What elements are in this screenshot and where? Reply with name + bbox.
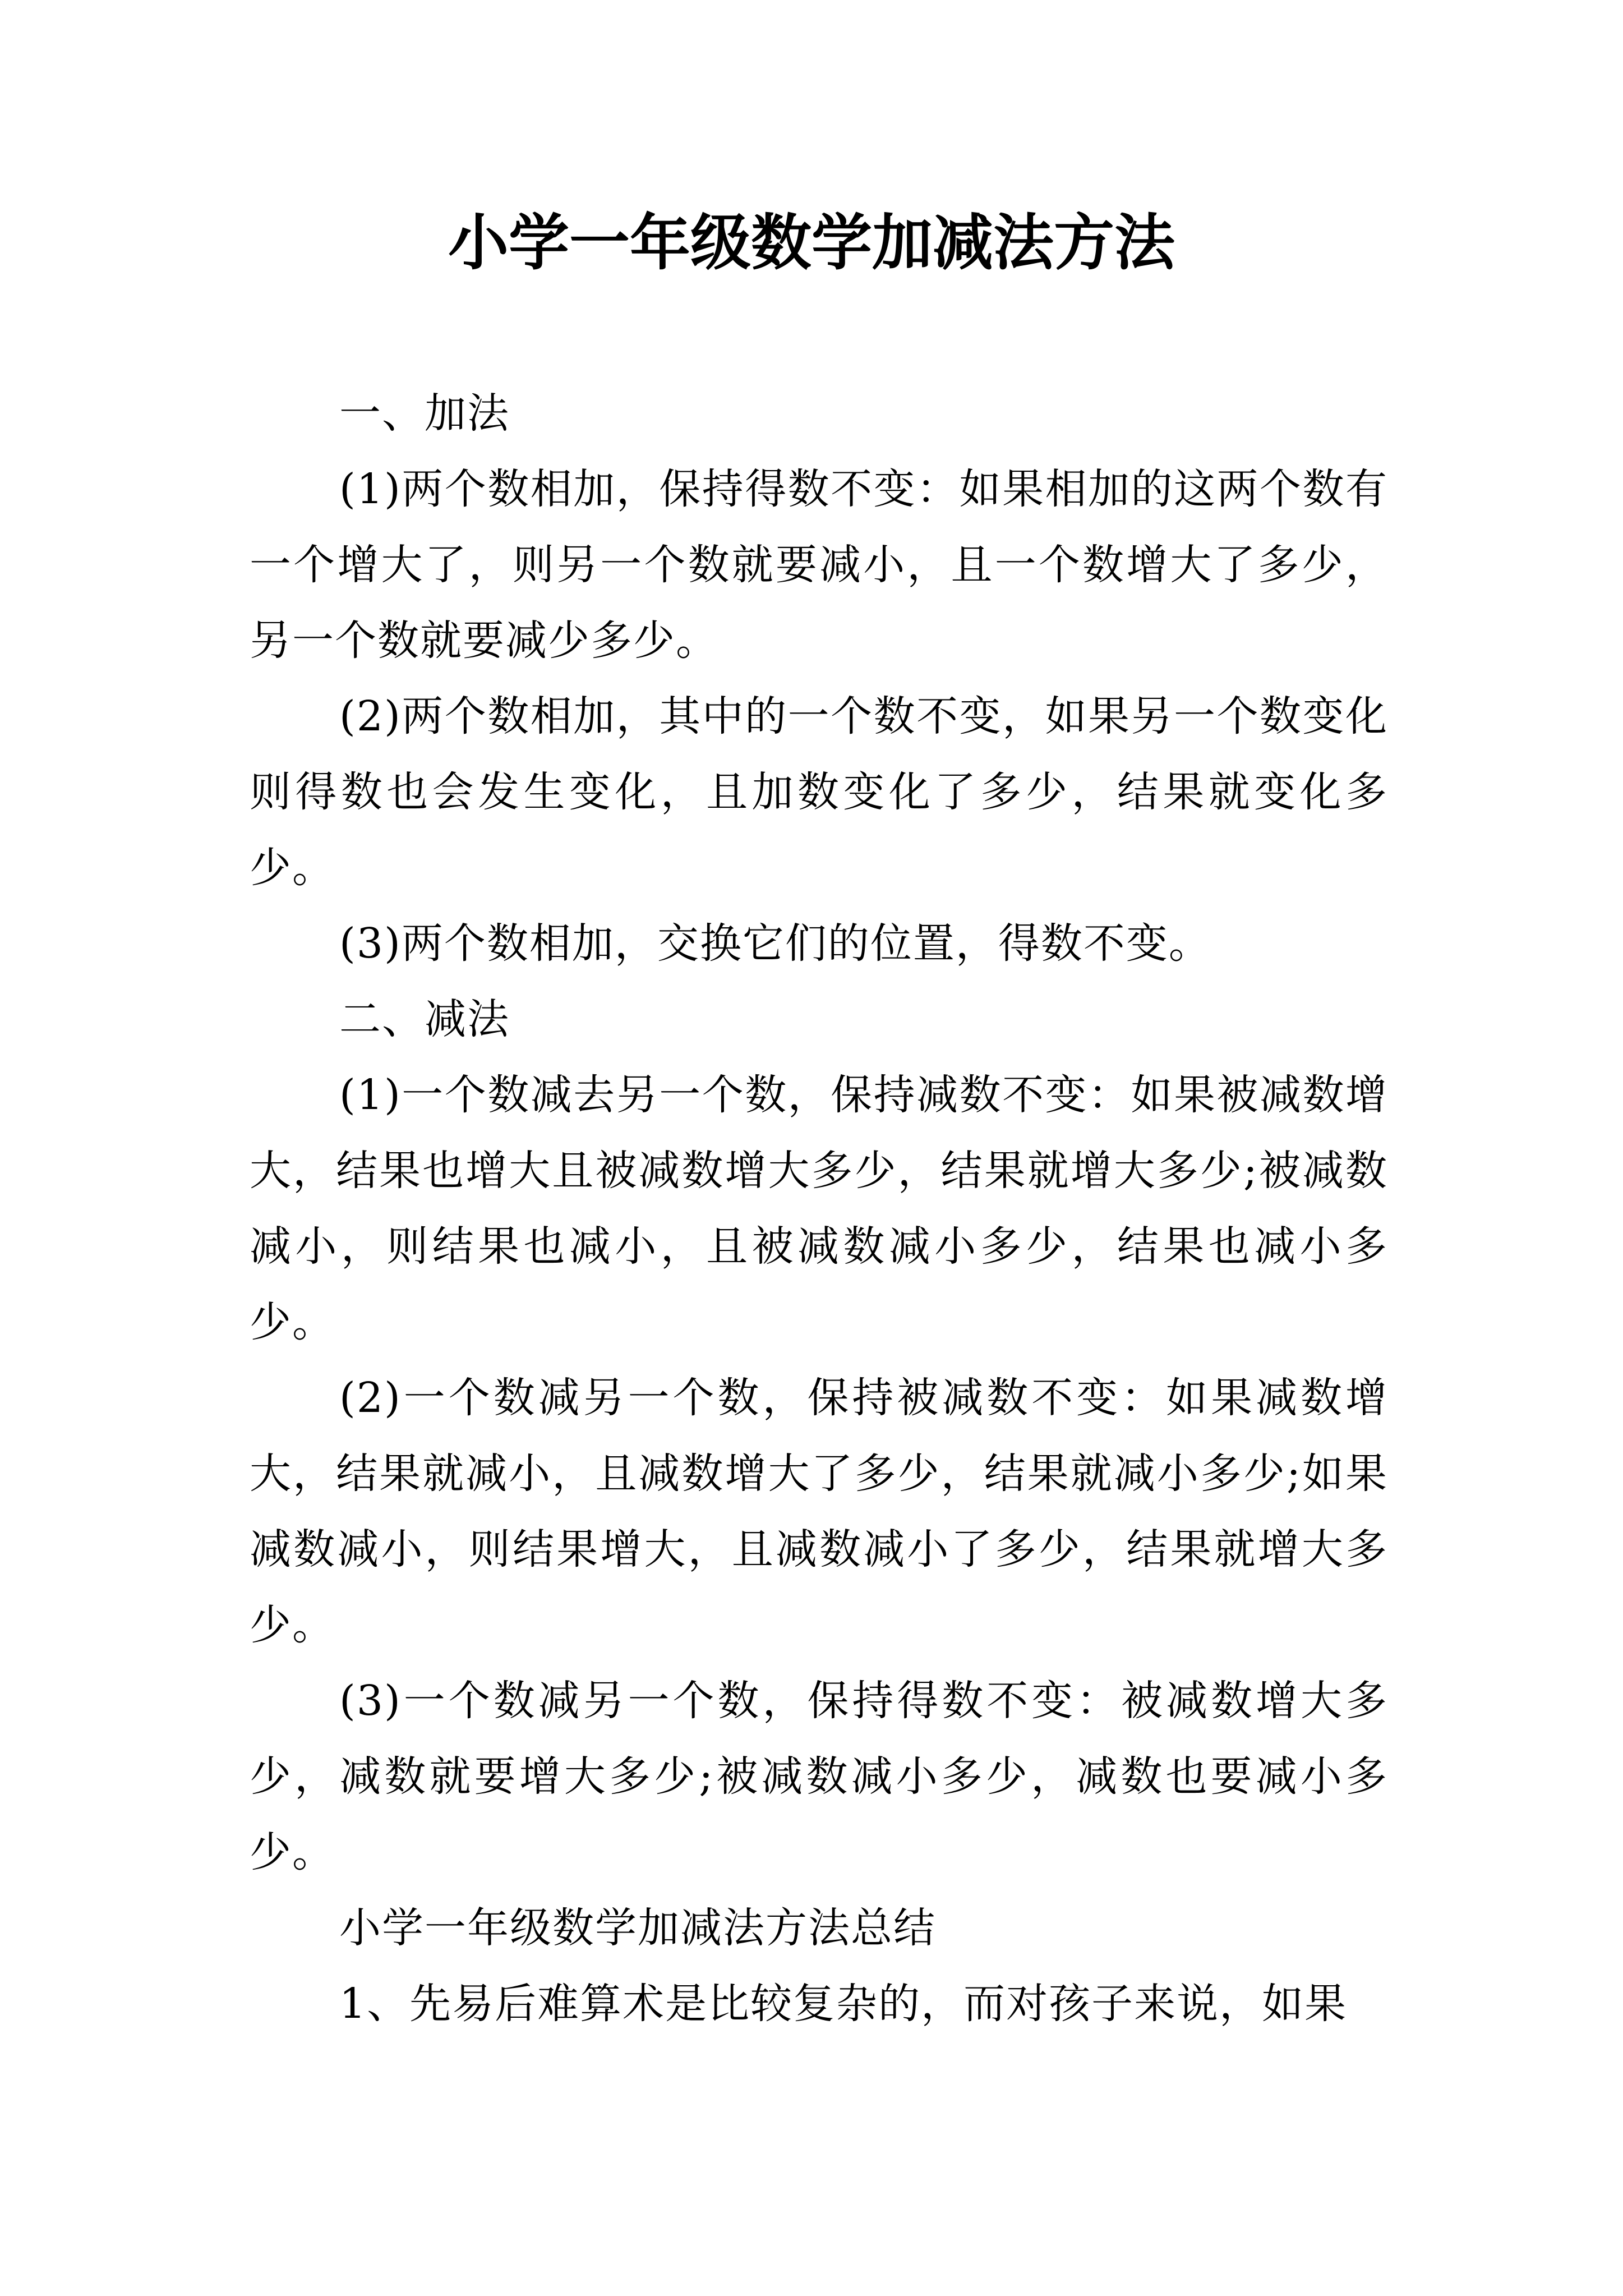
paragraph: (3)两个数相加，交换它们的位置，得数不变。 <box>339 919 1211 968</box>
section-heading-subtraction: 二、减法 <box>339 995 510 1043</box>
document-body <box>250 376 1388 2042</box>
paragraph: (1)一个数减去另一个数，保持减数不变：如果被减数增大，结果也增大且被减数增大多少，结果就增大多少;被减数减小，则结果也减小，且被减数减小多少，结果也减小多少。 <box>250 1071 1388 1346</box>
paragraph: (2)两个数相加，其中的一个数不变，如果另一个数变化则得数也会发生变化，且加数变化了多少，结果就变化多少。 <box>250 692 1388 892</box>
document-title: 小学一年级数学加减法方法 <box>448 208 1175 278</box>
paragraph: 1、先易后难算术是比较复杂的，而对孩子来说，如果 <box>339 1980 1348 2028</box>
section-heading-addition: 一、加法 <box>339 389 510 438</box>
paragraph: (2)一个数减另一个数，保持被减数不变：如果减数增大，结果就减小，且减数增大了多少，结果就减小多少;如果减数减小，则结果增大，且减数减小了多少，结果就增大多少。 <box>250 1374 1388 1649</box>
paragraph: (3)一个数减另一个数，保持得数不变：被减数增大多少，减数就要增大多少;被减数减小多少，减数也要减小多少。 <box>250 1677 1388 1876</box>
paragraph: (1)两个数相加，保持得数不变：如果相加的这两个数有一个增大了，则另一个数就要减小，且一个数增大了多少，另一个数就要减少多少。 <box>250 465 1388 665</box>
section-heading-summary: 小学一年级数学加减法方法总结 <box>339 1904 936 1952</box>
